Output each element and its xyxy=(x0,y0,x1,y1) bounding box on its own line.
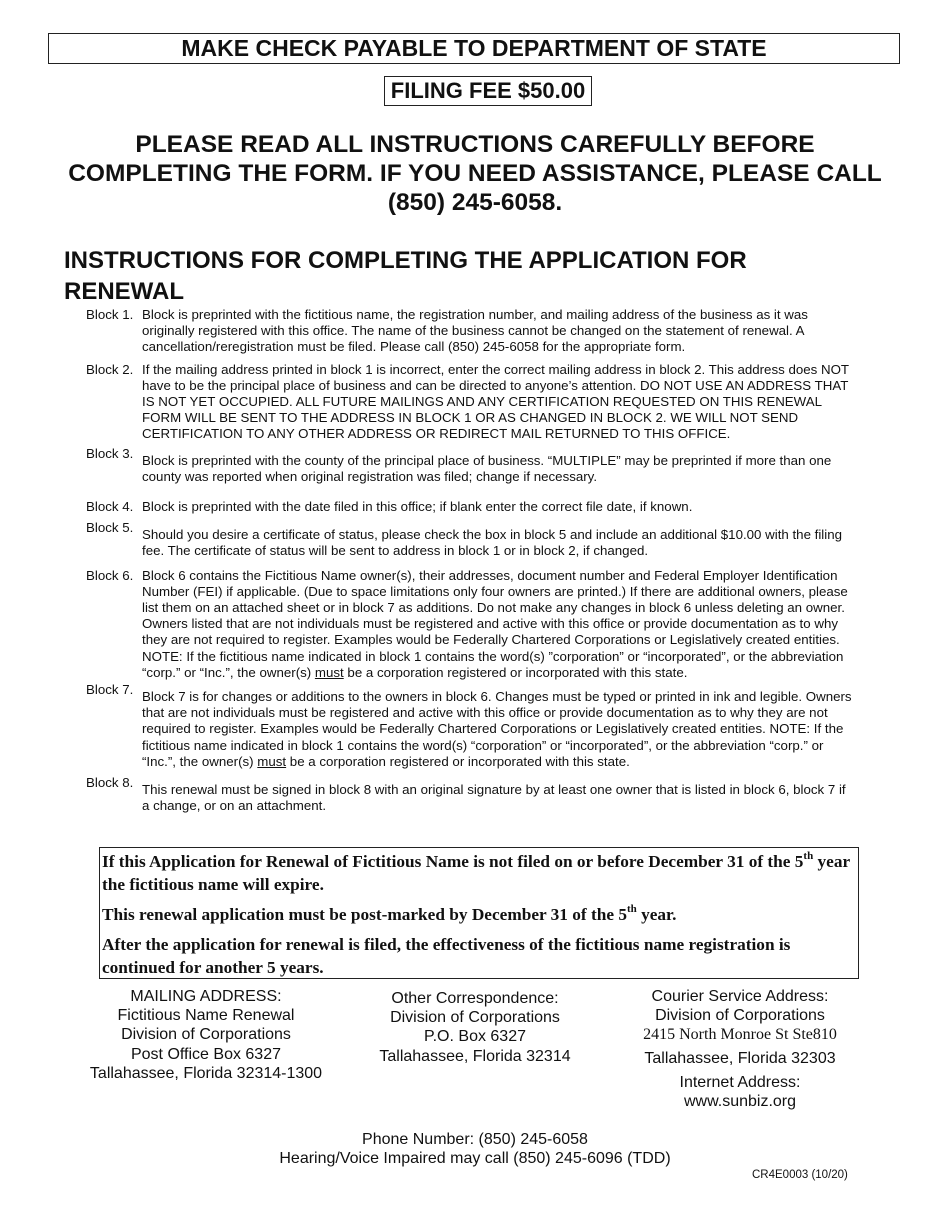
ordinal-suffix: th xyxy=(803,850,814,863)
block-7-instruction xyxy=(86,682,856,770)
mailing-address xyxy=(72,987,340,1083)
block-text xyxy=(142,568,856,681)
block-text: Should you desire a certificate of status, please check the box in block 5 and include an additional $10.00 with the filing fee. The certificate of status will be sent to address in block 1 or in block 2, if changed. xyxy=(142,527,843,559)
block-4-instruction xyxy=(86,499,856,515)
address-line: 2415 North Monroe St Ste810 xyxy=(643,1026,837,1044)
block-label: Block 3. xyxy=(86,445,134,461)
block-text: This renewal must be signed in block 8 with an original signature by at least one owner that is listed in block 6, block 7 if a change, or on an attachment. xyxy=(142,782,846,814)
block-8-instruction xyxy=(86,775,856,814)
block-text-part: Block 6 contains the Fictitious Name owner(s), their addresses, document number and Federal Employer Identification Number (FEI) if applicable. (Due to space limitations only four owners are printed.) If there are additional owners, please list them on an attached sheet or in block 7 as additions. Do not make any changes in block 6 unless deleting an owner. Owners listed that are not individuals must be registered and active with this office or provide documentation as to why they are not required to register. Examples would be Federally Chartered Corporations or Legislatively created entities. NOTE: If the fictitious name indicated in block 1 contains the word(s) ”corporation” or “incorporated”, or the abbreviation “corp.” or “Inc.”, the owner(s) xyxy=(142,567,848,680)
payable-banner: MAKE CHECK PAYABLE TO DEPARTMENT OF STATE xyxy=(48,33,900,64)
ordinal-suffix: th xyxy=(627,903,637,916)
other-correspondence-title: Other Correspondence: xyxy=(391,990,559,1007)
other-correspondence-address xyxy=(355,989,595,1066)
heading-line-2: RENEWAL xyxy=(64,278,184,305)
block-instructions xyxy=(86,307,856,814)
assistance-notice xyxy=(40,130,910,217)
postmark-paragraph xyxy=(102,903,858,926)
notice-text: year. xyxy=(636,905,677,924)
address-line: Post Office Box 6327 xyxy=(130,1045,281,1063)
courier-title: Courier Service Address: xyxy=(651,988,829,1005)
expiration-notice-box xyxy=(99,847,859,979)
filing-fee-box: FILING FEE $50.00 xyxy=(384,76,592,106)
block-label: Block 5. xyxy=(86,520,134,536)
notice-text: If this Application for Renewal of Fictitious Name is not filed on or before December 31 of the 5 xyxy=(102,852,804,871)
address-line: Tallahassee, Florida 32314-1300 xyxy=(89,1064,323,1082)
notice-line-1: PLEASE READ ALL INSTRUCTIONS CAREFULLY BEFORE xyxy=(135,131,815,158)
block-1-instruction xyxy=(86,307,856,356)
block-label: Block 1. xyxy=(86,307,134,322)
block-text: If the mailing address printed in block 1 is incorrect, enter the correct mailing address in block 2. This address does NOT have to be the principal place of business and can be directed to anyone’s attention. DO NOT USE AN ADDRESS THAT IS NOT YET OCCUPIED. ALL FUTURE MAILINGS AND ANY CERTIFICATION REQUESTED ON THIS RENEWAL FORM WILL BE SENT TO THE ADDRESS IN BLOCK 1 OR AS CHANGED IN BLOCK 2. WE WILL NOT SEND CERTIFICATION TO ANY OTHER ADDRESS OR REDIRECT MAIL RETURNED TO THIS OFFICE. xyxy=(142,361,849,442)
heading-line-1: INSTRUCTIONS FOR COMPLETING THE APPLICATION FOR xyxy=(64,247,747,274)
block-label: Block 2. xyxy=(86,361,134,377)
expiration-paragraph xyxy=(102,850,858,896)
block-text: Block is preprinted with the county of the principal place of business. “MULTIPLE” may be preprinted if more than one county was reported when original registration was filed; change if necessary. xyxy=(142,452,832,484)
form-code: CR4E0003 (10/20) xyxy=(752,1169,848,1181)
address-line: Division of Corporations xyxy=(655,1007,825,1025)
block-6-instruction xyxy=(86,568,856,681)
courier-service-address xyxy=(615,987,865,1111)
address-line: Tallahassee, Florida 32314 xyxy=(379,1047,571,1065)
contact-footer xyxy=(200,1130,750,1168)
internet-address-title: Internet Address: xyxy=(679,1073,801,1091)
address-line: Division of Corporations xyxy=(390,1009,560,1027)
block-label: Block 8. xyxy=(86,775,134,791)
address-line: Division of Corporations xyxy=(121,1026,291,1044)
tdd-number: Hearing/Voice Impaired may call (850) 245-6096 (TDD) xyxy=(279,1150,671,1167)
must-emphasis: must xyxy=(257,753,287,769)
block-2-instruction xyxy=(86,362,856,443)
continuation-paragraph: After the application for renewal is filed, the effectiveness of the fictitious name registration is continued for another 5 years. xyxy=(102,935,791,977)
notice-line-3: (850) 245-6058. xyxy=(387,189,563,216)
block-label: Block 7. xyxy=(86,682,134,698)
block-text: Block is preprinted with the date filed in this office; if blank enter the correct file date, if known. xyxy=(142,499,693,515)
block-5-instruction xyxy=(86,520,856,559)
address-line: Fictitious Name Renewal xyxy=(117,1007,295,1025)
block-text-part: be a corporation registered or incorporated with this state. xyxy=(343,664,688,680)
block-text-part: be a corporation registered or incorporated with this state. xyxy=(286,753,630,769)
block-label: Block 4. xyxy=(86,499,134,515)
block-label: Block 6. xyxy=(86,567,134,583)
notice-text: This renewal application must be post-marked by December 31 of the 5 xyxy=(102,905,627,924)
instructions-heading xyxy=(64,245,864,307)
block-3-instruction xyxy=(86,445,856,485)
block-text xyxy=(142,689,856,770)
block-text-part: Block 7 is for changes or additions to the owners in block 6. Changes must be typed or printed in ink and legible. Owners that are not individuals must be registered and active with this office or provide documentation as to why they are not required to register. Examples would be Federally Chartered Corporations or Legislatively created entities. NOTE: If the fictitious name indicated in block 1 contains the word(s) “corporation” or “incorporated”, or the abbreviation “corp.” or “Inc.”, the owner(s) xyxy=(142,689,852,769)
phone-number: Phone Number: (850) 245-6058 xyxy=(362,1131,588,1148)
website-link[interactable]: www.sunbiz.org xyxy=(683,1093,797,1111)
address-line: P.O. Box 6327 xyxy=(424,1028,526,1046)
block-text: Block is preprinted with the fictitious name, the registration number, and mailing address of the business as it was originally registered with this office. The name of the business cannot be changed on the statement of renewal. A cancellation/reregistration must be filed. Please call (850) 245-6058 for the appropriate form. xyxy=(142,307,808,355)
must-emphasis: must xyxy=(314,664,344,680)
notice-text: year the fictitious name will expire. xyxy=(102,852,850,894)
address-line: Tallahassee, Florida 32303 xyxy=(644,1049,836,1067)
notice-line-2: COMPLETING THE FORM. IF YOU NEED ASSISTANCE, PLEASE CALL xyxy=(68,160,882,187)
mailing-address-title: MAILING ADDRESS: xyxy=(130,988,282,1005)
